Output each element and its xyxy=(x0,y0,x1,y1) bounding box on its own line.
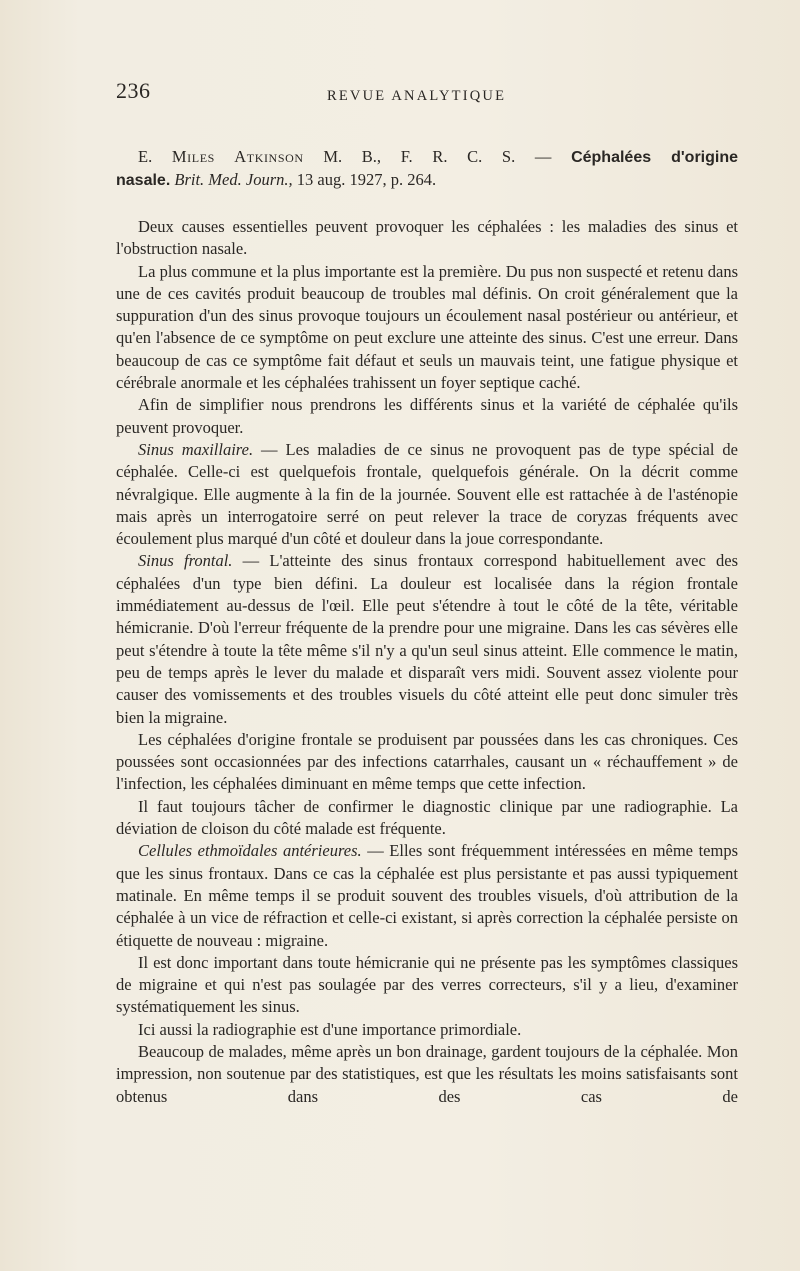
section-heading: Cellules ethmoïdales antérieures. xyxy=(138,841,362,861)
article-citation xyxy=(116,146,738,192)
paragraph xyxy=(116,550,738,728)
paragraph-text: — L'atteinte des sinus frontaux correspond habituellement avec des céphalées d'un type bien défini. La douleur est localisée dans la région frontale immédiatement au-dessus de l'œil. Elle peut s'étendre à tout le côté de la tête, véritable hémicranie. D'où l'erreur fréquente de la prendre pour une migraine. Dans les cas sévères elle peut s'étendre à toute la tête même s'il n'y a qu'un seul sinus atteint. Elle commence le matin, peu de temps après le lever du malade et disparaît vers midi. Souvent assez violente pour causer des vomissements et des troubles visuels du côté atteint elle peut donc simuler très bien la migraine. xyxy=(116,551,738,727)
paragraph-text: — Elles sont fréquemment intéressées en même temps que les sinus frontaux. Dans ce cas la céphalée est plus persistante et pas aussi typiquement matinale. En même temps il se produit souvent des troubles visuels, d'où attribution de la céphalée à un vice de réfraction et celle-ci existant, si après correction la céphalée persiste on étiquette de nouveau : migraine. xyxy=(116,841,738,950)
citation-dash: — xyxy=(534,147,552,166)
article-title: Céphalées d'origine xyxy=(571,149,739,166)
paragraph: Les céphalées d'origine frontale se produisent par poussées dans les cas chroniques. Ces poussées sont occasionnées par des infections catarrhales, causant un « réchauffement » de l'infection, les céphalées diminuant en même temps que cette infection. xyxy=(116,729,738,794)
paragraph: Deux causes essentielles peuvent provoquer les céphalées : les maladies des sinus et l'obstruction nasale. xyxy=(116,217,738,259)
paragraph: Il est donc important dans toute hémicranie qui ne présente pas les symptômes classiques de migraine et qui n'est pas soulagée par des verres correcteurs, s'il y a lieu, d'examiner systématiquement les sinus. xyxy=(116,952,738,1017)
author-name: Miles Atkinson xyxy=(171,147,304,166)
section-heading: Sinus frontal. xyxy=(138,551,233,571)
paragraph: Afin de simplifier nous prendrons les différents sinus et la variété de céphalée qu'ils peuvent provoquer. xyxy=(116,395,738,437)
journal-date-page: 13 aug. 1927, p. 264. xyxy=(296,170,437,189)
article-title-continued: nasale. xyxy=(116,172,171,189)
running-title: REVUE ANALYTIQUE xyxy=(327,88,507,104)
section-heading: Sinus maxillaire. xyxy=(138,439,254,459)
journal-name: Brit. Med. Journ., xyxy=(174,170,293,189)
paragraph-text: — Les maladies de ce sinus ne provoquent pas de type spécial de céphalée. Celle-ci est quelquefois frontale, quelquefois générale. On la décrit comme névralgique. Elle augmente à la fin de la journée. Souvent elle est rattachée à de l'asténopie mais après un interrogatoire serré on peut relever la trace de coryzas fréquents avec écoulement plus marqué d'un côté et douleur dans la joue correspondante. xyxy=(116,439,739,549)
article-body xyxy=(116,216,738,1108)
paragraph: Beaucoup de malades, même après un bon drainage, gardent toujours de la céphalée. Mon impression, non soutenue par des statistiques, est que les résultats les moins satisfaisants sont obtenus dans des cas de xyxy=(116,1041,738,1106)
running-head xyxy=(116,78,736,108)
paragraph: La plus commune et la plus importante est la première. Du pus non suspecté et retenu dans une de ces cavités produit beaucoup de troubles mal définis. On croit généralement que la suppuration d'un des sinus provoque toujours un écoulement nasal postérieur ou antérieur, et qu'en l'absence de ce symptôme on peut exclure une atteinte des sinus. C'est une erreur. Dans beaucoup de cas ce symptôme fait défaut et seuls un mauvais teint, une fatigue physique et cérébrale anormale et les céphalées trahissent un foyer septique caché. xyxy=(116,261,738,393)
page-number: 236 xyxy=(116,78,151,103)
author-initial: E. xyxy=(138,147,153,166)
paragraph xyxy=(116,840,738,951)
paragraph: Il faut toujours tâcher de confirmer le diagnostic clinique par une radiographie. La déviation de cloison du côté malade est fréquente. xyxy=(116,796,738,839)
paragraph: Ici aussi la radiographie est d'une importance primordiale. xyxy=(138,1019,522,1039)
paragraph xyxy=(116,439,738,550)
author-degrees: M. B., F. R. C. S. xyxy=(323,147,516,166)
